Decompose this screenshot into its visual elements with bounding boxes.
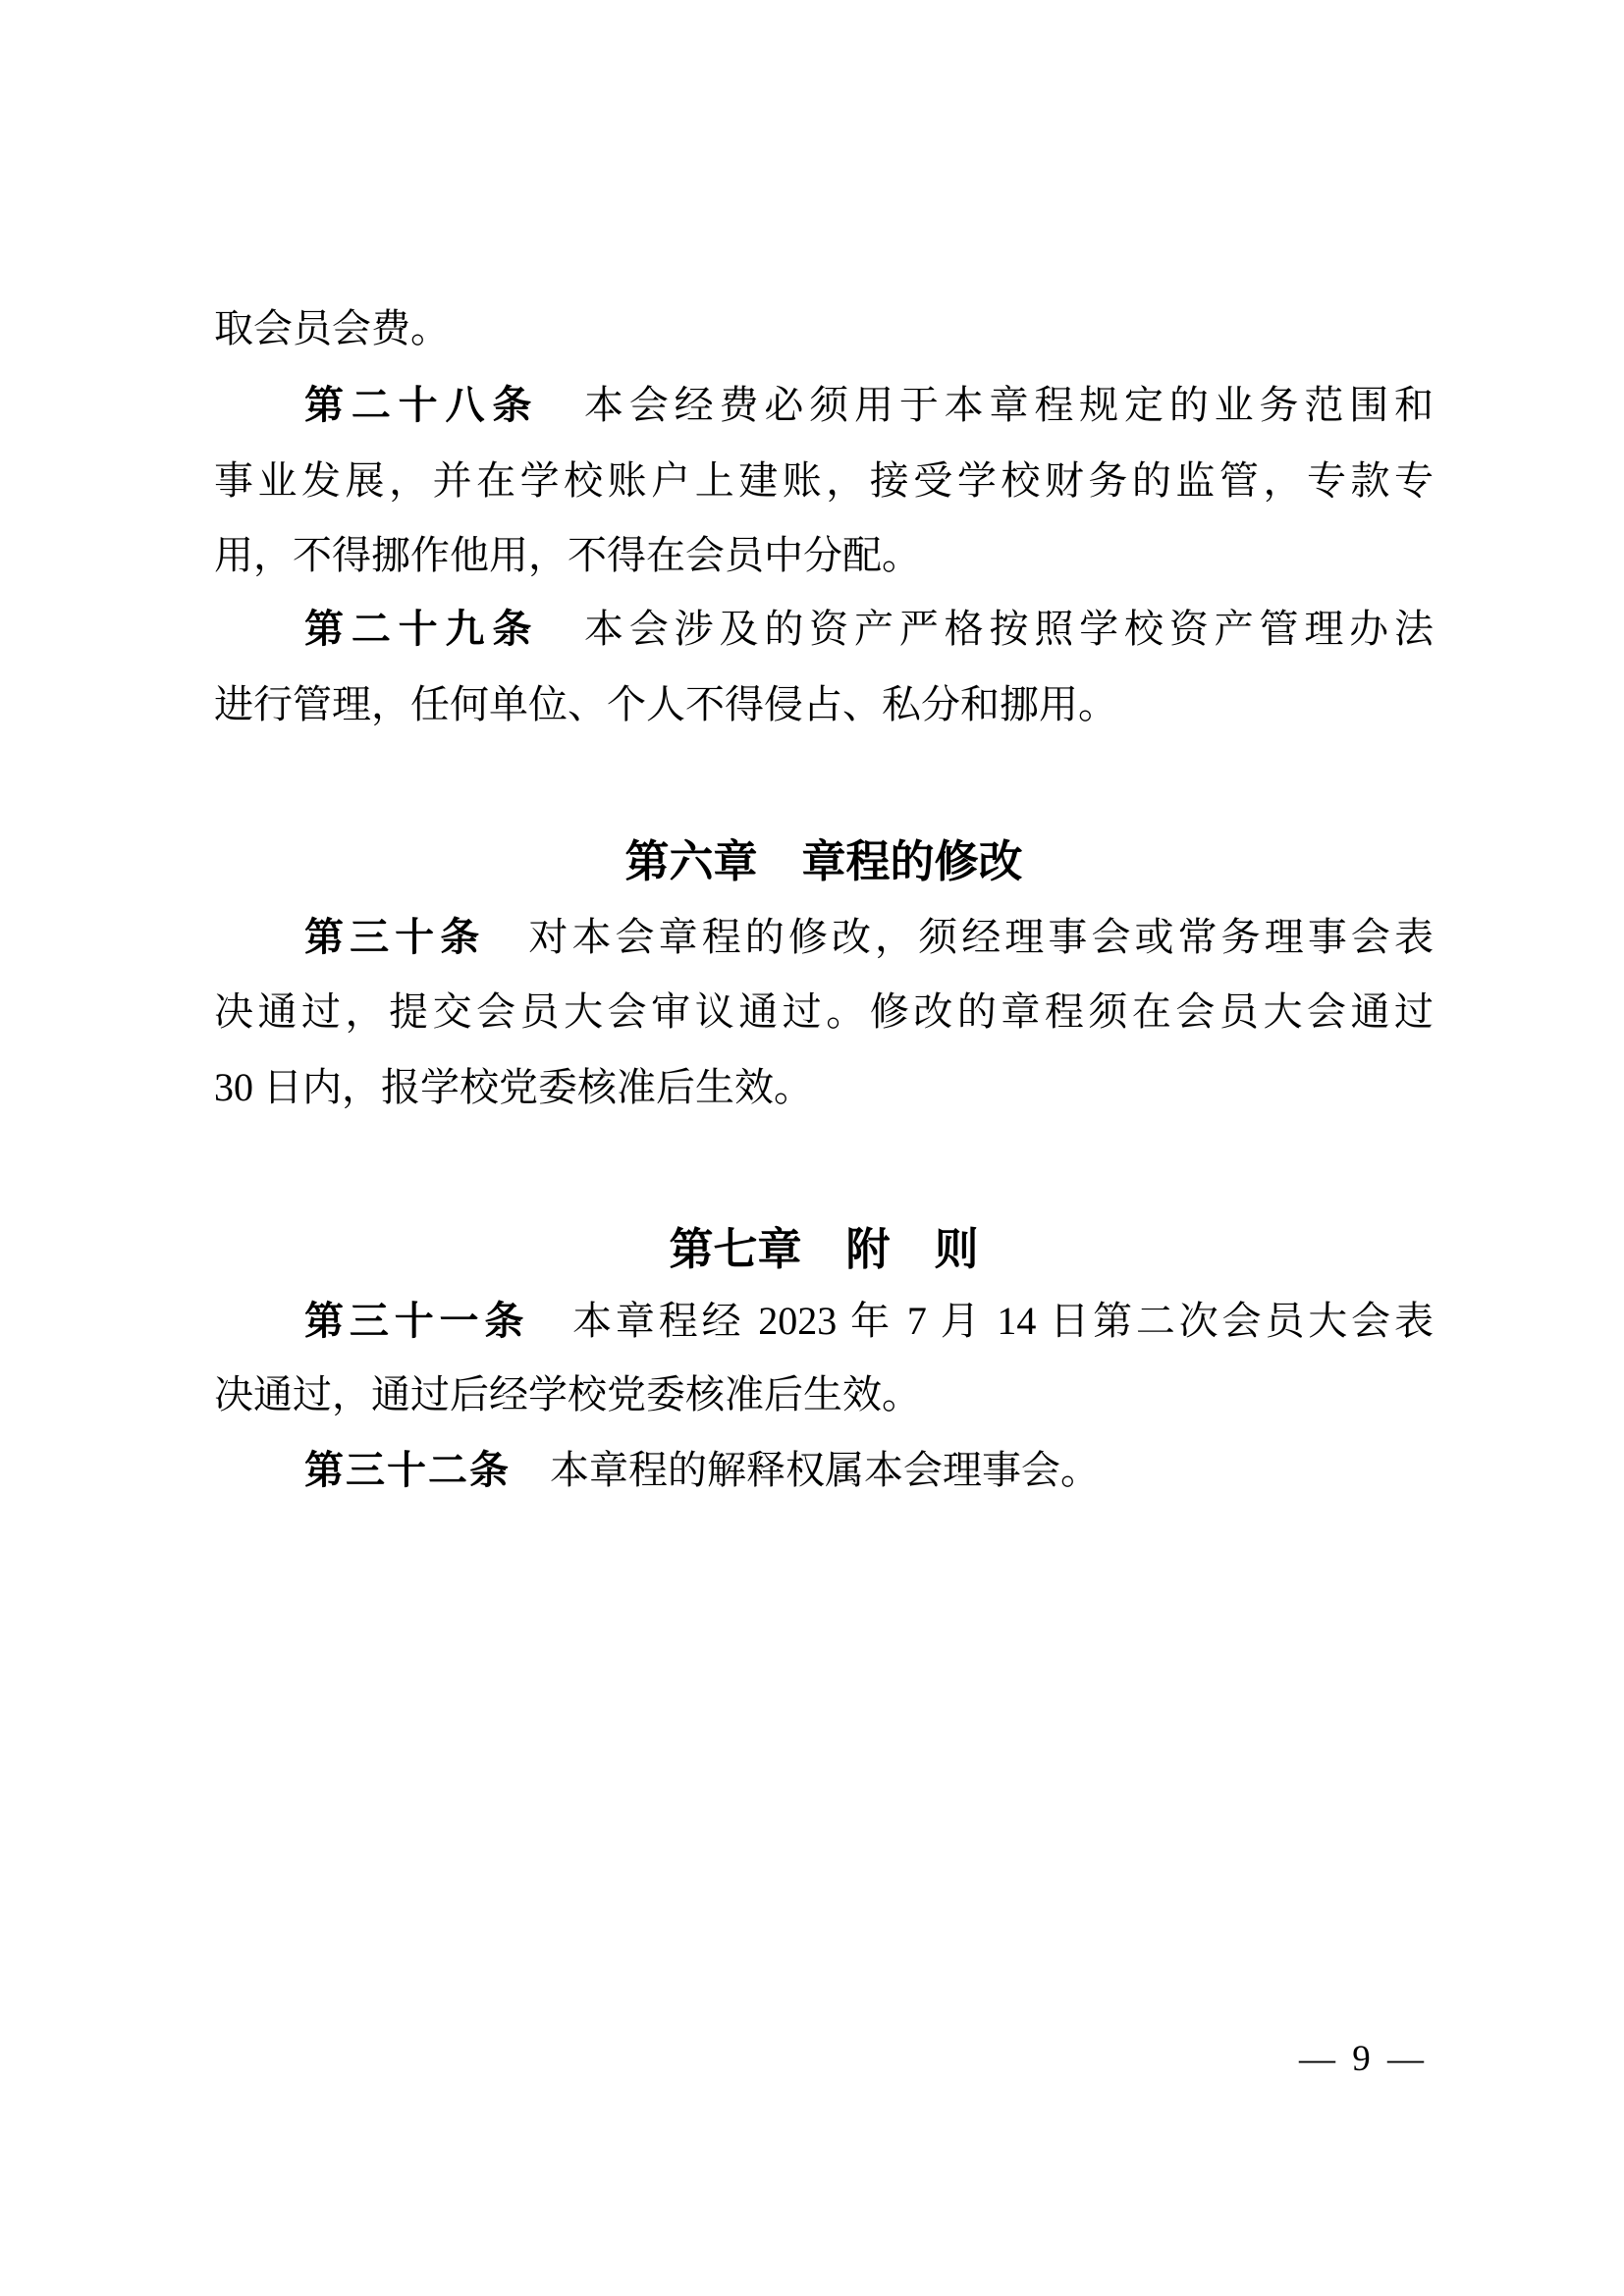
article-31-line-2: [214, 1372, 1434, 1417]
article-number: 第三十条: [304, 916, 486, 959]
line-text: 本会涉及的资产严格按照学校资产管理办法: [539, 607, 1435, 651]
article-number: 第三十一条: [304, 1300, 530, 1343]
line-text: 30 日内，报学校党委核准后生效。: [214, 1065, 813, 1109]
article-31-line-1: [214, 1299, 1434, 1344]
line-text: 本章程的解释权属本会理事会。: [511, 1448, 1100, 1492]
line-text: 本会经费必须用于本章程规定的业务范围和: [539, 383, 1435, 427]
article-29-line-2: [214, 682, 1434, 727]
line-text: 取会员会费。: [214, 306, 450, 350]
line-text: 事业发展，并在学校账户上建账，接受学校财务的监管，专款专: [214, 458, 1434, 503]
article-28-line-3: [214, 533, 1434, 578]
article-29-line-1: [214, 607, 1434, 652]
page-number: — 9 —: [1299, 2039, 1428, 2079]
article-number: 第二十八条: [304, 384, 540, 427]
article-28-line-2: [214, 458, 1434, 504]
line-text: 决通过，提交会员大会审议通过。修改的章程须在会员大会通过: [214, 989, 1434, 1034]
article-28-line-1: [214, 383, 1434, 428]
article-30-line-2: [214, 989, 1434, 1035]
body-line-fees-end: [214, 306, 1434, 351]
line-text: 对本会章程的修改，须经理事会或常务理事会表: [485, 915, 1435, 959]
line-text: 决通过，通过后经学校党委核准后生效。: [214, 1372, 921, 1416]
chapter-7-heading: 第七章 附 则: [669, 1224, 979, 1274]
article-30-line-3: [214, 1065, 1434, 1110]
article-30-line-1: [214, 915, 1434, 960]
line-text: 进行管理，任何单位、个人不得侵占、私分和挪用。: [214, 682, 1117, 726]
article-number: 第二十九条: [304, 608, 540, 651]
chapter-6-heading: 第六章 章程的修改: [624, 836, 1023, 886]
line-text: 本章程经 2023 年 7 月 14 日第二次会员大会表: [529, 1299, 1435, 1343]
article-32-line-1: [214, 1448, 1434, 1493]
text-block: [214, 0, 1434, 2296]
line-text: 用，不得挪作他用，不得在会员中分配。: [214, 533, 921, 577]
article-number: 第三十二条: [304, 1449, 511, 1492]
